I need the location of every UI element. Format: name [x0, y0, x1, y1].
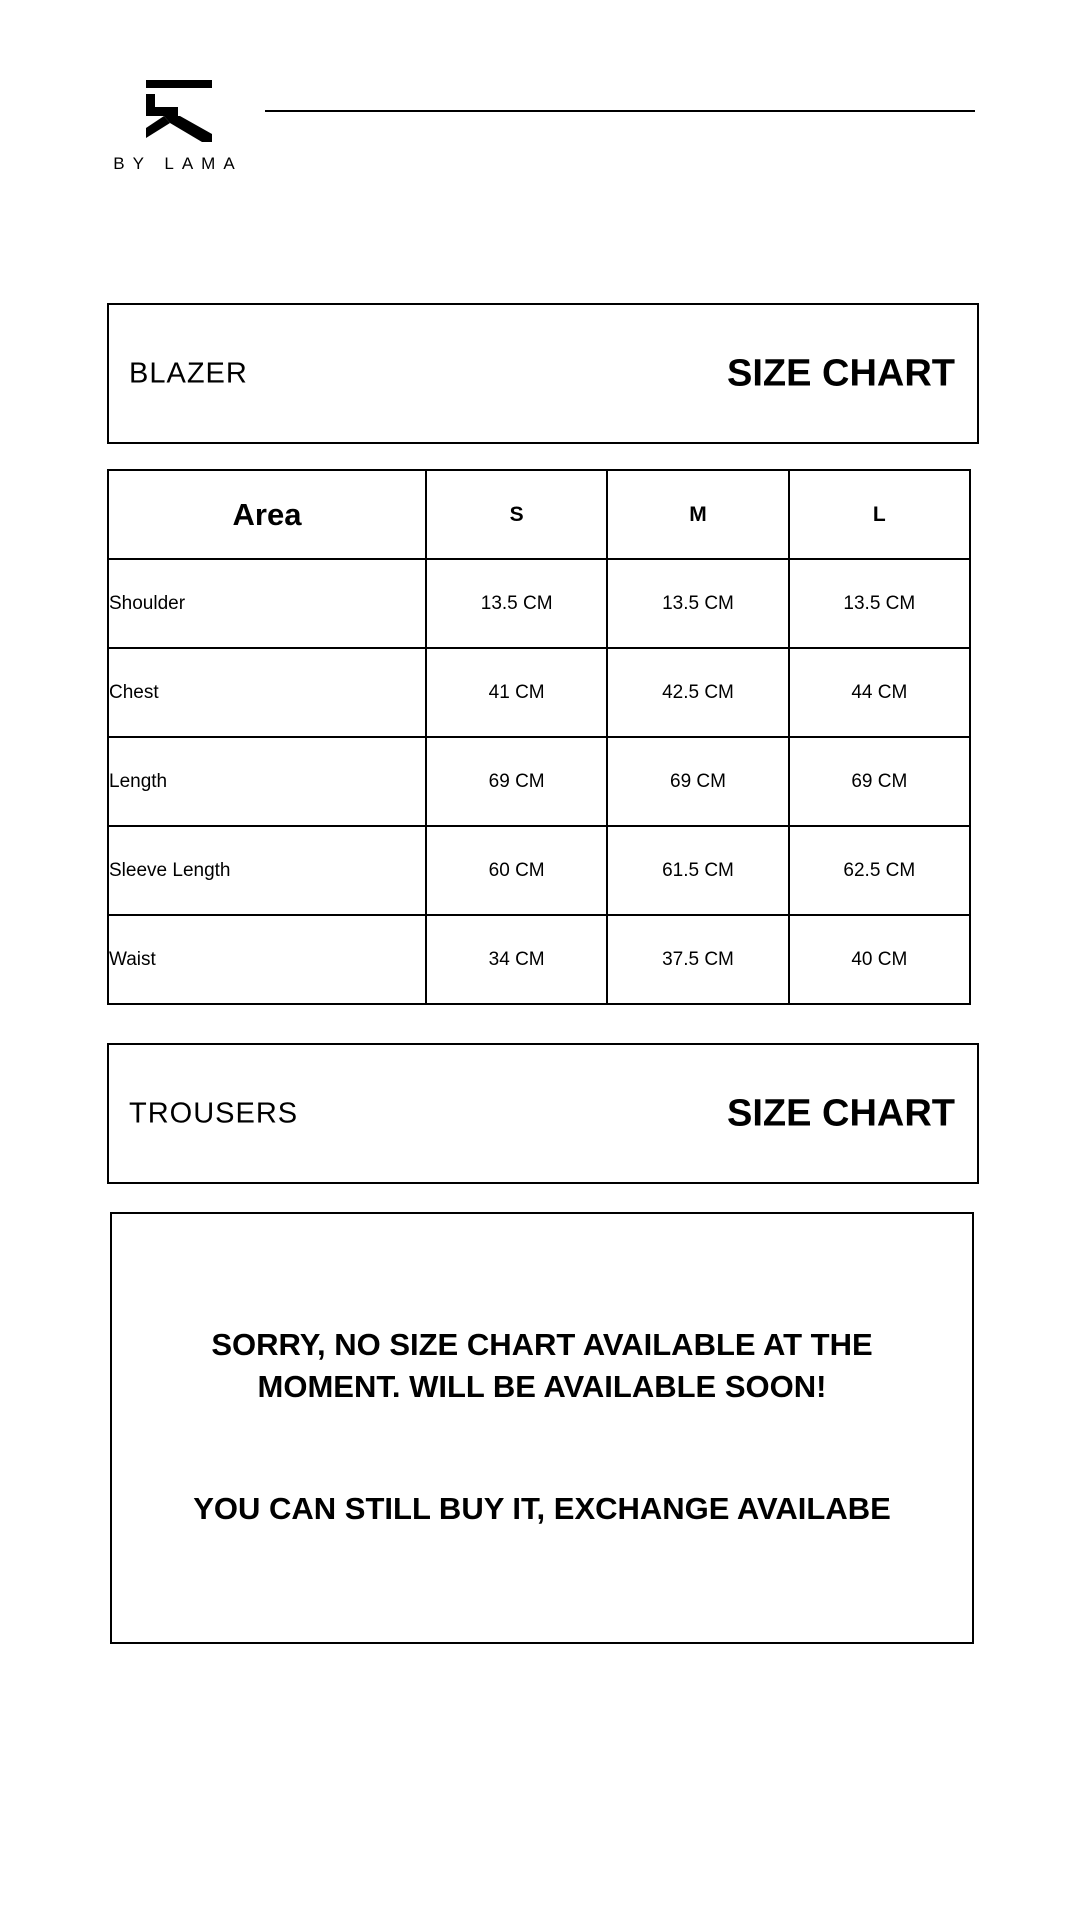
size-l-value: 44 CM: [789, 648, 970, 737]
size-l-value: 40 CM: [789, 915, 970, 1004]
table-row: [108, 915, 970, 1004]
area-label: Shoulder: [108, 559, 426, 648]
size-s-value: 41 CM: [426, 648, 607, 737]
blazer-size-table: [107, 469, 971, 1005]
unavailable-notice: [110, 1212, 974, 1644]
header-size-l: L: [789, 470, 970, 559]
size-m-value: 42.5 CM: [607, 648, 788, 737]
header-size-s: S: [426, 470, 607, 559]
size-l-value: 62.5 CM: [789, 826, 970, 915]
exchange-available-message: YOU CAN STILL BUY IT, EXCHANGE AVAILABE: [193, 1491, 891, 1526]
table-row: [108, 559, 970, 648]
brand-name: BY LAMA: [113, 154, 243, 173]
size-s-value: 60 CM: [426, 826, 607, 915]
blazer-section-header: [107, 303, 979, 444]
size-m-value: 61.5 CM: [607, 826, 788, 915]
area-label: Waist: [108, 915, 426, 1004]
size-m-value: 69 CM: [607, 737, 788, 826]
size-s-value: 69 CM: [426, 737, 607, 826]
trousers-size-chart-title: SIZE CHART: [727, 1092, 955, 1134]
header-divider: [265, 110, 975, 112]
table-row: [108, 648, 970, 737]
blazer-section-name: BLAZER: [129, 357, 248, 389]
area-label: Chest: [108, 648, 426, 737]
blazer-size-chart-title: SIZE CHART: [727, 352, 955, 394]
size-m-value: 37.5 CM: [607, 915, 788, 1004]
trousers-section-name: TROUSERS: [129, 1097, 299, 1129]
no-size-chart-message: SORRY, NO SIZE CHART AVAILABLE AT THE MOMENT. WILL BE AVAILABLE SOON!: [211, 1327, 873, 1404]
size-m-value: 13.5 CM: [607, 559, 788, 648]
table-header-row: [108, 470, 970, 559]
size-s-value: 13.5 CM: [426, 559, 607, 648]
trousers-section-header: [107, 1043, 979, 1184]
size-s-value: 34 CM: [426, 915, 607, 1004]
table-row: [108, 737, 970, 826]
size-l-value: 69 CM: [789, 737, 970, 826]
brand-logo: [108, 80, 248, 180]
lama-monogram-icon: [144, 80, 214, 142]
size-l-value: 13.5 CM: [789, 559, 970, 648]
area-label: Length: [108, 737, 426, 826]
header-size-m: M: [607, 470, 788, 559]
table-row: [108, 826, 970, 915]
header-area: Area: [108, 470, 426, 559]
area-label: Sleeve Length: [108, 826, 426, 915]
